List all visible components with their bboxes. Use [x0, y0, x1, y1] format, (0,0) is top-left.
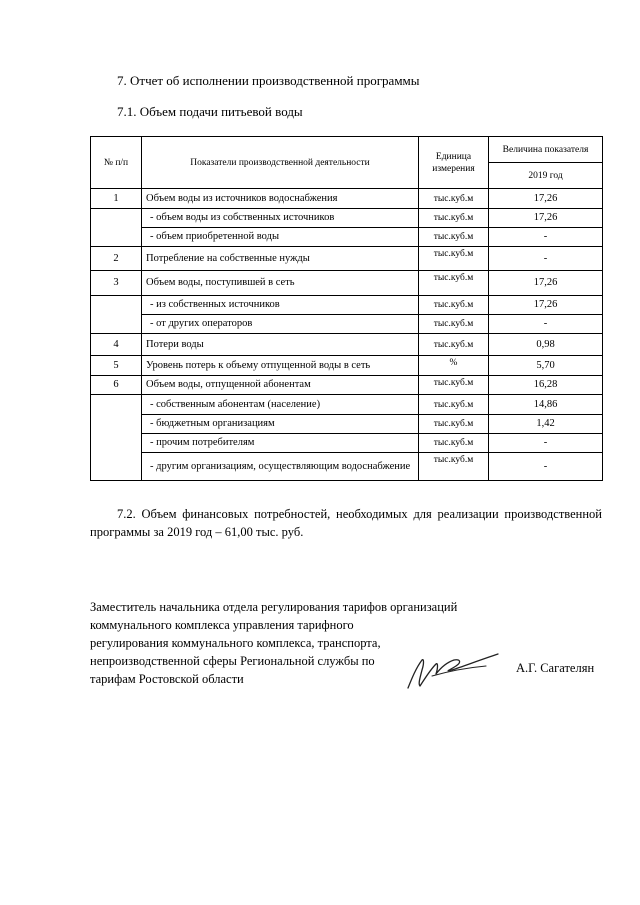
row-num: 5 [91, 356, 142, 376]
row-unit: тыс.куб.м [419, 315, 489, 334]
signer-title-line: коммунального комплекса управления тарифного [90, 618, 354, 632]
row-value: 17,26 [489, 209, 603, 228]
row-unit: тыс.куб.м [419, 334, 489, 356]
handwritten-signature [402, 650, 502, 692]
row-unit: тыс.куб.м [419, 434, 489, 453]
row-name: - объем приобретенной воды [142, 228, 419, 247]
header-indicator: Показатели производственной деятельности [142, 137, 419, 189]
row-unit: тыс.куб.м [419, 189, 489, 209]
row-value: 17,26 [489, 189, 603, 209]
row-unit: тыс.куб.м [419, 228, 489, 247]
row-name: - из собственных источников [142, 296, 419, 315]
header-year: 2019 год [489, 163, 603, 189]
row-unit: % [419, 356, 489, 376]
row-unit: тыс.куб.м [419, 395, 489, 415]
row-unit: тыс.куб.м [419, 296, 489, 315]
financial-needs-paragraph [90, 505, 602, 541]
row-value: 1,42 [489, 415, 603, 434]
header-unit: Единица измерения [419, 137, 489, 189]
row-value: 17,26 [489, 296, 603, 315]
row-num-empty [91, 296, 142, 334]
row-name: - другим организациям, осуществляющим водоснабжение [142, 453, 419, 481]
row-value: 5,70 [489, 356, 603, 376]
row-name: - собственным абонентам (население) [142, 395, 419, 415]
row-unit: тыс.куб.м [419, 209, 489, 228]
row-num-empty [91, 395, 142, 481]
row-num: 1 [91, 189, 142, 209]
row-name: Объем воды, отпущенной абонентам [142, 376, 419, 395]
signer-title-line: тарифам Ростовской области [90, 672, 244, 686]
row-name: - прочим потребителям [142, 434, 419, 453]
header-value: Величина показателя [489, 137, 603, 163]
signer-title-line: регулирования коммунального комплекса, транспорта, [90, 636, 381, 650]
row-name: - бюджетным организациям [142, 415, 419, 434]
row-unit: тыс.куб.м [419, 376, 489, 395]
row-num: 3 [91, 271, 142, 296]
row-num: 2 [91, 247, 142, 271]
row-unit: тыс.куб.м [419, 453, 489, 481]
row-name: Потребление на собственные нужды [142, 247, 419, 271]
row-name: Уровень потерь к объему отпущенной воды в сеть [142, 356, 419, 376]
row-value: 14,86 [489, 395, 603, 415]
row-num: 4 [91, 334, 142, 356]
row-value: 17,26 [489, 271, 603, 296]
row-unit: тыс.куб.м [419, 247, 489, 271]
row-value: - [489, 228, 603, 247]
water-supply-table [90, 136, 603, 481]
row-unit: тыс.куб.м [419, 415, 489, 434]
row-num: 6 [91, 376, 142, 395]
row-name: Объем воды, поступившей в сеть [142, 271, 419, 296]
row-value: - [489, 453, 603, 481]
signer-name: А.Г. Сагателян [516, 661, 595, 675]
row-name: Потери воды [142, 334, 419, 356]
row-value: - [489, 315, 603, 334]
signer-title-line: непроизводственной сферы Региональной службы по [90, 654, 375, 668]
row-value: 16,28 [489, 376, 603, 395]
financial-needs-text: 7.2. Объем финансовых потребностей, необходимых для реализации производственной программы за 2019 год – 61,00 тыс. руб. [90, 507, 602, 539]
signer-title-line: Заместитель начальника отдела регулирования тарифов организаций [90, 600, 458, 614]
row-name: - объем воды из собственных источников [142, 209, 419, 228]
row-value: 0,98 [489, 334, 603, 356]
section-heading: 7. Отчет об исполнении производственной программы [117, 73, 420, 88]
header-num: № п/п [91, 137, 142, 189]
row-unit: тыс.куб.м [419, 271, 489, 296]
row-name: Объем воды из источников водоснабжения [142, 189, 419, 209]
subsection-heading: 7.1. Объем подачи питьевой воды [117, 104, 303, 119]
row-name: - от других операторов [142, 315, 419, 334]
row-value: - [489, 434, 603, 453]
row-num-empty [91, 209, 142, 247]
row-value: - [489, 247, 603, 271]
